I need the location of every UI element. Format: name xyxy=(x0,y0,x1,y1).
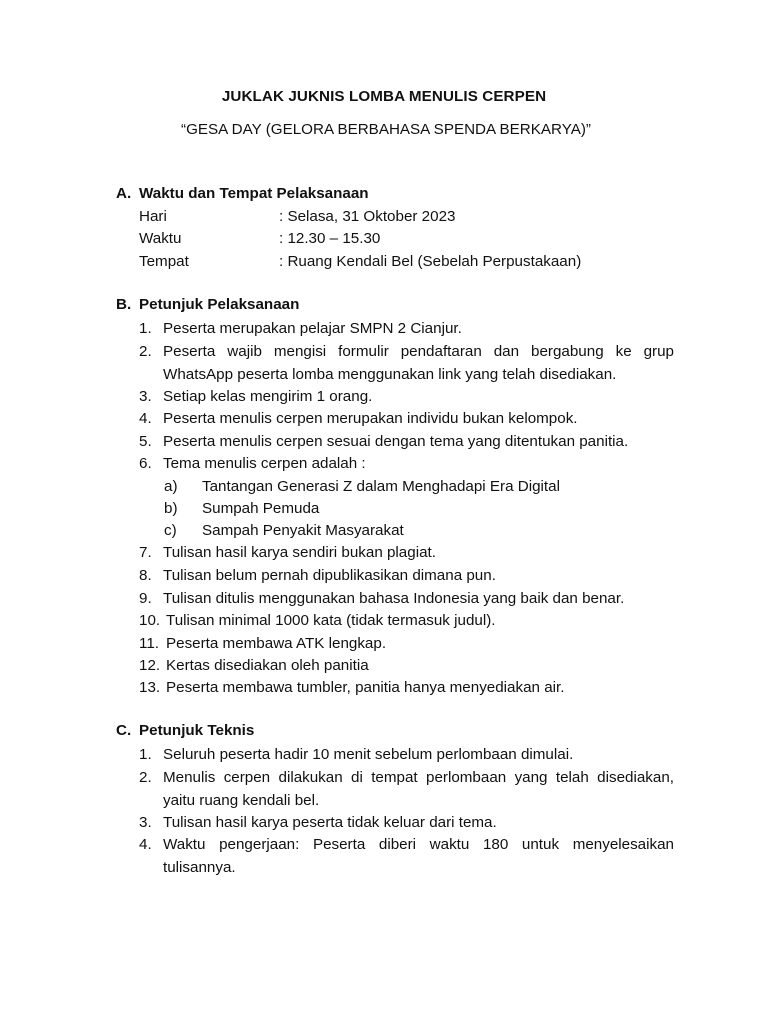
schedule-row-day: Hari : Selasa, 31 Oktober 2023 xyxy=(139,208,456,225)
document-subtitle: “GESA DAY (GELORA BERBAHASA SPENDA BERKARYA)” xyxy=(181,121,591,138)
list-item: 10. Tulisan minimal 1000 kata (tidak termasuk judul). xyxy=(139,612,496,629)
list-item: 6. Tema menulis cerpen adalah : xyxy=(139,455,366,472)
theme-item: b) Sumpah Pemuda xyxy=(164,500,320,517)
list-item: 9. Tulisan ditulis menggunakan bahasa Indonesia yang baik dan benar. xyxy=(139,590,625,607)
schedule-row-time: Waktu : 12.30 – 15.30 xyxy=(139,230,381,247)
section-c-heading: C. Petunjuk Teknis xyxy=(116,722,255,739)
list-item: 8. Tulisan belum pernah dipublikasikan dimana pun. xyxy=(139,567,496,584)
list-item: 11. Peserta membawa ATK lengkap. xyxy=(139,635,387,652)
theme-item: c) Sampah Penyakit Masyarakat xyxy=(164,522,404,539)
list-item: 4. Waktu pengerjaan: Peserta diberi waktu 180 untuk menyelesaikan tulisannya. xyxy=(139,836,674,876)
list-item: 3. Tulisan hasil karya peserta tidak keluar dari tema. xyxy=(139,814,497,831)
list-item: 4. Peserta menulis cerpen merupakan individu bukan kelompok. xyxy=(139,410,578,427)
list-item: 1. Seluruh peserta hadir 10 menit sebelum perlombaan dimulai. xyxy=(139,746,574,763)
list-item: 2. Menulis cerpen dilakukan di tempat perlombaan yang telah disediakan, yaitu ruang kendali bel. xyxy=(139,769,674,809)
theme-item: a) Tantangan Generasi Z dalam Menghadapi Era Digital xyxy=(164,478,560,495)
list-item: 12. Kertas disediakan oleh panitia xyxy=(139,657,369,674)
section-a-heading: A. Waktu dan Tempat Pelaksanaan xyxy=(116,185,369,202)
list-item: 2. Peserta wajib mengisi formulir pendaftaran dan bergabung ke grup WhatsApp peserta lomba menggunakan link yang telah disediakan. xyxy=(139,343,674,383)
section-b-heading: B. Petunjuk Pelaksanaan xyxy=(116,296,300,313)
list-item: 3. Setiap kelas mengirim 1 orang. xyxy=(139,388,373,405)
document-title: JUKLAK JUKNIS LOMBA MENULIS CERPEN xyxy=(221,88,547,105)
list-item: 13. Peserta membawa tumbler, panitia hanya menyediakan air. xyxy=(139,679,565,696)
list-item: 7. Tulisan hasil karya sendiri bukan plagiat. xyxy=(139,544,436,561)
schedule-row-place: Tempat : Ruang Kendali Bel (Sebelah Perpustakaan) xyxy=(139,253,582,270)
list-item: 1. Peserta merupakan pelajar SMPN 2 Cianjur. xyxy=(139,320,462,337)
list-item: 5. Peserta menulis cerpen sesuai dengan tema yang ditentukan panitia. xyxy=(139,433,629,450)
